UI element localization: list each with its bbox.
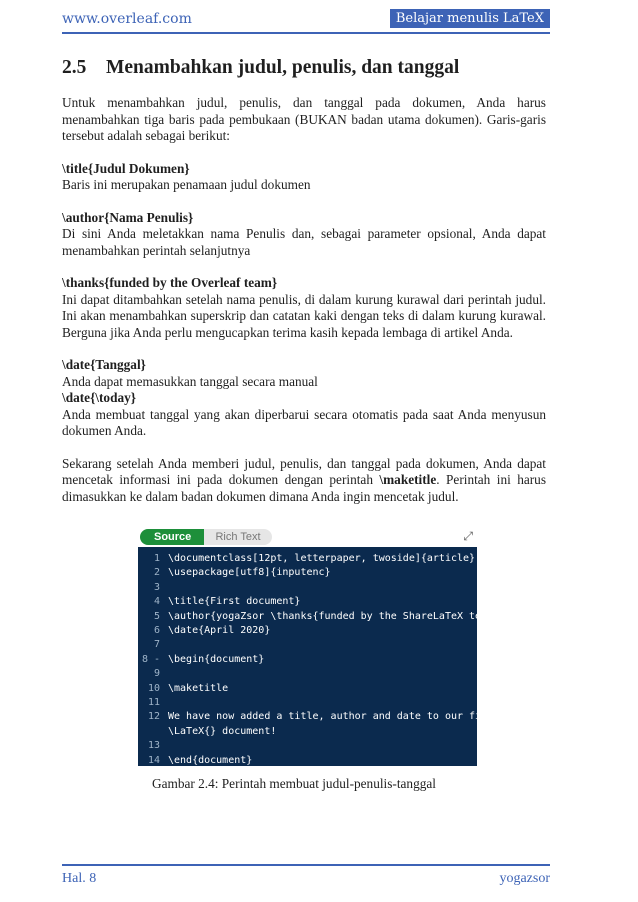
footer-rule: [62, 864, 550, 866]
line-number: 1: [153, 553, 160, 564]
title-description: Baris ini merupakan penamaan judul dokumen: [62, 177, 311, 192]
code-line[interactable]: \title{First document}: [168, 596, 301, 608]
line-number: 14: [147, 754, 160, 766]
footer-page-number: Hal. 8: [62, 871, 97, 886]
author-command: \author{Nama Penulis}: [62, 209, 194, 225]
line-number: 12: [147, 711, 160, 723]
footer-author: yogazsor: [499, 871, 550, 886]
tab-rich-text[interactable]: Rich Text: [204, 529, 272, 545]
author-description: Di sini Anda meletakkan nama Penulis dan, sebagai parameter opsional, Anda dapat menambahkan perintah selanjutnya: [62, 226, 546, 258]
code-line[interactable]: \LaTeX{} document!: [168, 725, 277, 737]
line-number: 5: [153, 610, 160, 622]
tab-source[interactable]: Source: [140, 529, 204, 545]
line-number: 3: [153, 581, 160, 593]
line-number: 4: [153, 596, 160, 608]
thanks-description: Ini dapat ditambahkan setelah nama penulis, di dalam kurung kurawal dari perintah judul. Ini akan menambahkan superskrip dan catatan kaki dengan teks di dalam kurung kurawal. Berguna jika Anda perlu mengucapkan terima kasih kepada lembaga di artikel Anda.: [62, 291, 546, 340]
thanks-command: \thanks{funded by the Overleaf team}: [62, 275, 278, 290]
code-line[interactable]: \documentclass[12pt, letterpaper, twoside]{article}: [168, 553, 476, 564]
title-command: \title{Judul Dokumen}: [62, 160, 190, 176]
editor-toolbar: [138, 527, 477, 547]
date-description: Anda dapat memasukkan tanggal secara manual: [62, 373, 318, 389]
line-number: 11: [147, 697, 160, 708]
section-number: 2.5: [62, 57, 87, 78]
code-line[interactable]: We have now added a title, author and date to our first: [168, 711, 500, 723]
expand-icon[interactable]: ⤢: [463, 529, 473, 543]
line-number: 9: [153, 668, 160, 680]
today-description: Anda membuat tanggal yang akan diperbarui secara otomatis pada saat Anda menyusun dokumen Anda.: [62, 406, 546, 438]
header-url: www.overleaf.com: [62, 11, 192, 27]
line-number: 8 -: [141, 653, 160, 665]
section-title: Menambahkan judul, penulis, dan tanggal: [106, 57, 460, 78]
maketitle-command: \maketitle: [379, 472, 437, 487]
code-line[interactable]: \usepackage[utf8]{inputenc}: [168, 567, 331, 579]
today-command: \date{\today}: [62, 390, 137, 405]
code-line[interactable]: \end{document}: [168, 754, 253, 766]
closing-paragraph: Sekarang setelah Anda memberi judul, penulis, dan tanggal pada dokumen, Anda dapat mencetak informasi ini pada dokumen dengan perintah \maketitle. Perintah ini harus dimasukkan ke dalam badan dokumen dimana Anda ingin mencetak judul.: [62, 455, 547, 504]
header-badge: Belajar menulis LaTeX: [390, 9, 550, 28]
date-command: \date{Tanggal}: [62, 357, 146, 372]
code-line[interactable]: \author{yogaZsor \thanks{funded by the ShareLaTeX team}}: [168, 610, 506, 622]
section-heading: [62, 57, 550, 79]
code-line[interactable]: \maketitle: [168, 682, 229, 694]
code-editor-screenshot: [138, 527, 506, 766]
figure-caption: Gambar 2.4: Perintah membuat judul-penulis-tanggal: [152, 776, 436, 791]
line-number: 13: [147, 740, 160, 752]
body-text: [62, 95, 546, 505]
code-line[interactable]: \date{April 2020}: [168, 625, 271, 636]
header-rule: [62, 32, 550, 34]
intro-paragraph: Untuk menambahkan judul, penulis, dan tanggal pada dokumen, Anda harus menambahkan tiga baris pada pembukaan (BUKAN badan utama dokumen). Garis-garis tersebut adalah sebagai berikut:: [62, 95, 546, 143]
line-number: 10: [147, 682, 160, 694]
line-number: 7: [153, 639, 160, 651]
line-number: 2: [153, 567, 160, 579]
line-number: 6: [153, 625, 160, 636]
code-line[interactable]: \begin{document}: [168, 653, 265, 665]
